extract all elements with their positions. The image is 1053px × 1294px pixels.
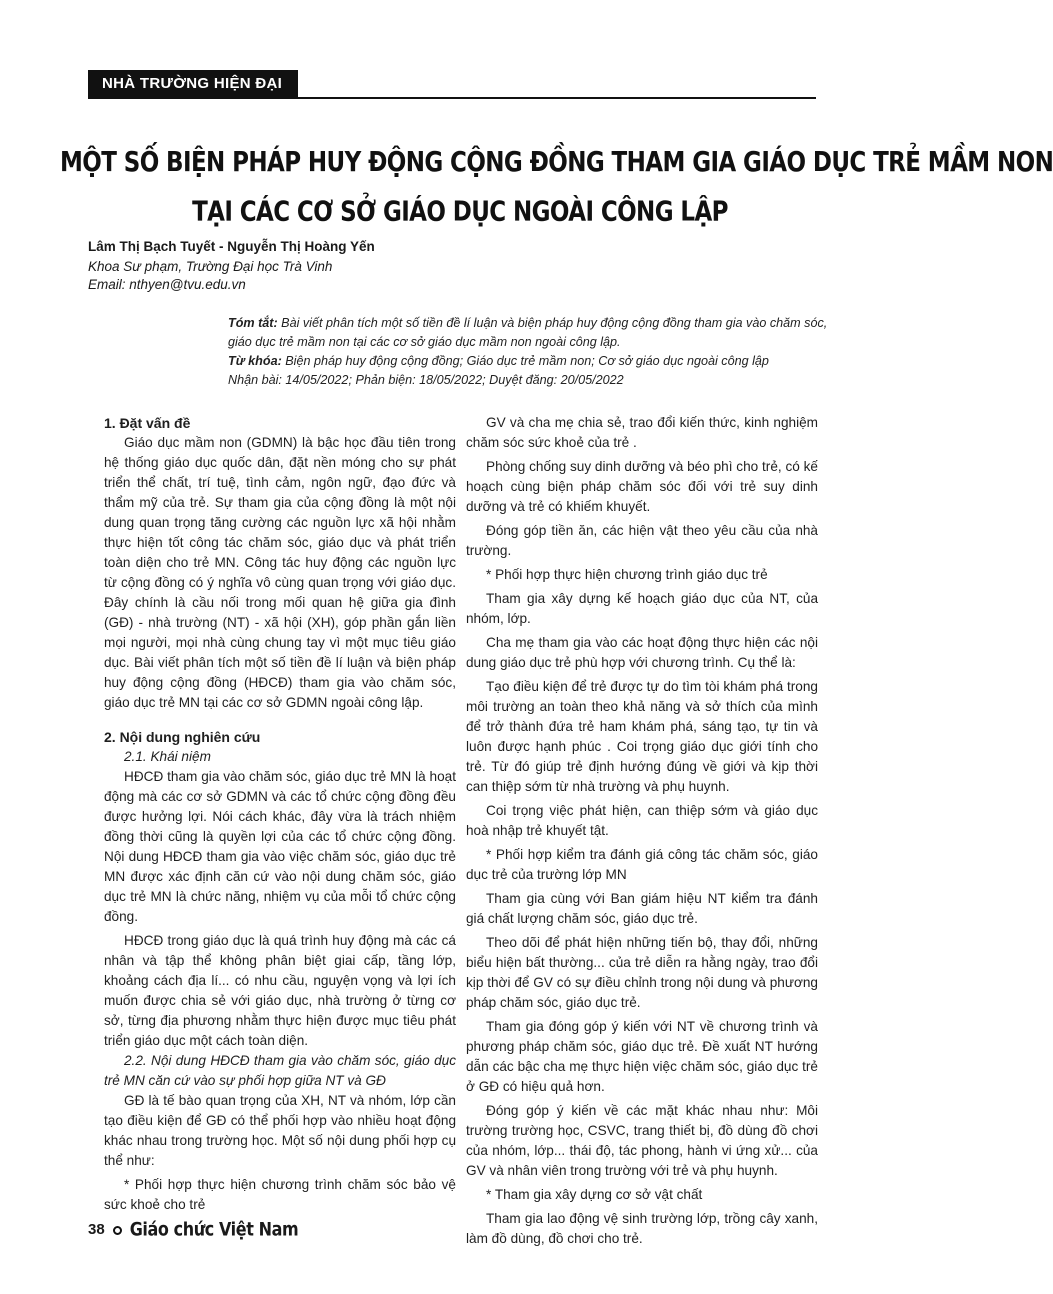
paragraph: Giáo dục mầm non (GDMN) là bậc học đầu tiên trong hệ thống giáo dục quốc dân, đặt nền móng cho sự phát triển thể chất, trí tuệ, tình cảm, ngôn ngữ, đạo đức và thẩm mỹ của trẻ. Sự tham gia của cộng đồng là một nội dung quan trọng tăng cường các nguồn lực xã hội nhằm thực hiện tốt công tác chăm sóc, giáo dục và phát triển toàn diện cho trẻ MN. Công tác huy động các nguồn lực từ cộng đồng có ý nghĩa vô cùng quan trọng với giáo dục. Đây chính là cầu nối trong mối quan hệ giữa gia đình (GĐ) - nhà trường (NT) - xã hội (XH), góp phần gắn liền mọi người, mọi nhà cùng chung tay vì một mục tiêu giáo dục. Bài viết phân tích một số tiền đề lí luận và biện pháp huy động cộng đồng (HĐCĐ) tham gia vào chăm sóc, giáo dục trẻ MN tại các cơ sở GDMN ngoài công lập. bbox=[104, 435, 456, 710]
paragraph: * Tham gia xây dựng cơ sở vật chất bbox=[486, 1187, 703, 1202]
page-footer bbox=[88, 1218, 298, 1242]
paragraph: GV và cha mẹ chia sẻ, trao đổi kiến thức, kinh nghiệm chăm sóc sức khoẻ của trẻ . bbox=[466, 415, 818, 450]
paragraph: Đóng góp tiền ăn, các hiện vật theo yêu cầu của nhà trường. bbox=[466, 523, 818, 558]
paragraph: HĐCĐ trong giáo dục là quá trình huy động mà các cá nhân và tập thể không phân biệt giai cấp, tầng lớp, khoảng cách địa lí... có nhu cầu, nguyện vọng và lợi ích muốn được chia sẻ với giáo dục, nhà trường ở từng cơ sở, từng địa phương nhằm thực hiện được mục tiêu phát triển giáo dục một cách toàn diện. bbox=[104, 933, 456, 1048]
article-title bbox=[60, 138, 1053, 237]
keywords-label: Từ khóa: bbox=[228, 354, 282, 368]
paragraph: Tham gia lao động vệ sinh trường lớp, trồng cây xanh, làm đồ dùng, đồ chơi cho trẻ. bbox=[466, 1211, 818, 1246]
right-column bbox=[466, 413, 818, 1249]
paragraph: Tham gia cùng với Ban giám hiệu NT kiểm tra đánh giá chất lượng chăm sóc, giáo dục trẻ. bbox=[466, 891, 818, 926]
subsection-heading-2-2: 2.2. Nội dung HĐCĐ tham gia vào chăm sóc, giáo dục trẻ MN căn cứ vào sự phối hợp giữa NT và GĐ bbox=[104, 1053, 456, 1088]
paragraph: Phòng chống suy dinh dưỡng và béo phì cho trẻ, có kế hoạch cùng biện pháp chăm sóc đối với trẻ suy dinh dưỡng và trẻ có khiếm khuyết. bbox=[466, 459, 818, 514]
keywords-text: Biện pháp huy động cộng đồng; Giáo dục trẻ mầm non; Cơ sở giáo dục ngoài công lập bbox=[281, 354, 769, 368]
keywords bbox=[228, 352, 828, 371]
paragraph: Tham gia xây dựng kế hoạch giáo dục của NT, của nhóm, lớp. bbox=[466, 591, 818, 626]
section-heading-2: 2. Nội dung nghiên cứu bbox=[104, 729, 261, 745]
article-dates: Nhận bài: 14/05/2022; Phản biện: 18/05/2022; Duyệt đăng: 20/05/2022 bbox=[228, 373, 624, 387]
left-column bbox=[104, 413, 456, 1215]
paragraph: Tạo điều kiện để trẻ được tự do tìm tòi khám phá trong môi trường an toàn theo khả năng và sở thích của mình để trở thành đứa trẻ ham khám phá, sáng tạo, tự tin và luôn được hạnh phúc . Coi trọng giáo dục giới tính cho trẻ. Từ đó giúp trẻ định hướng đúng về giới và kịp thời can thiệp sớm từ nhà trường và phụ huynh. bbox=[466, 679, 818, 794]
abstract-block bbox=[228, 314, 828, 390]
paragraph: Theo dõi để phát hiện những tiến bộ, thay đổi, những biểu hiện bất thường... của trẻ diễn ra hằng ngày, trao đổi kịp thời để GV có sự điều chỉnh trong nội dung và phương pháp chăm sóc, giáo dục trẻ. bbox=[466, 935, 818, 1010]
abstract-text: Bài viết phân tích một số tiền đề lí luận và biện pháp huy động cộng đồng tham gia vào chăm sóc, giáo dục trẻ mầm non tại các cơ sở giáo dục mầm non ngoài công lập. bbox=[228, 316, 828, 349]
paragraph: GĐ là tế bào quan trọng của XH, NT và nhóm, lớp cần tạo điều kiện để GĐ có thể phối hợp vào nhiều hoạt động khác nhau trong trường học. Một số nội dung phối hợp cụ thể như: bbox=[104, 1093, 456, 1168]
affiliation: Khoa Sư phạm, Trường Đại học Trà Vinh bbox=[88, 259, 333, 274]
header-rule bbox=[88, 97, 816, 99]
paragraph: * Phối hợp kiểm tra đánh giá công tác chăm sóc, giáo dục trẻ của trường lớp MN bbox=[466, 847, 818, 882]
paragraph: * Phối hợp thực hiện chương trình chăm sóc bảo vệ sức khoẻ cho trẻ bbox=[104, 1177, 456, 1212]
authors: Lâm Thị Bạch Tuyết - Nguyễn Thị Hoàng Yến bbox=[88, 239, 375, 254]
paragraph: Tham gia đóng góp ý kiến với NT về chương trình và phương pháp chăm sóc, giáo dục trẻ. Đề xuất NT hướng dẫn các bậc cha mẹ thực hiện việc chăm sóc, giáo dục trẻ ở GĐ có hiệu quả hơn. bbox=[466, 1019, 818, 1094]
title-line-2: TẠI CÁC CƠ SỞ GIÁO DỤC NGOÀI CÔNG LẬP bbox=[192, 197, 728, 228]
journal-name: Giáo chức Việt Nam bbox=[129, 1218, 299, 1241]
paragraph: Đóng góp ý kiến về các mặt khác nhau như: Môi trường trường học, CSVC, trang thiết bị, đồ dùng đồ chơi của nhóm, lớp... thái độ, tác phong, hành vi ứng xử... của GV và nhân viên trong trường với trẻ và phụ huynh. bbox=[466, 1103, 818, 1178]
abstract-label: Tóm tắt: bbox=[228, 316, 278, 330]
section-heading-1: 1. Đặt vấn đề bbox=[104, 415, 191, 431]
section-tag: NHÀ TRƯỜNG HIỆN ĐẠI bbox=[88, 70, 298, 98]
paragraph: * Phối hợp thực hiện chương trình giáo dục trẻ bbox=[486, 567, 768, 582]
abstract bbox=[228, 314, 828, 352]
page-number: 38 bbox=[88, 1221, 105, 1238]
circle-bullet-icon bbox=[113, 1226, 122, 1235]
paragraph: HĐCĐ tham gia vào chăm sóc, giáo dục trẻ MN là hoạt động mà các cơ sở GDMN và các tổ chức cộng đồng đều được hưởng lợi. Nói cách khác, đây vừa là trách nhiệm đồng thời cũng là quyền lợi của các tổ chức cộng đồng. Nội dung HĐCĐ tham gia vào việc chăm sóc, giáo dục trẻ MN được xác định căn cứ vào nội dung chăm sóc, giáo dục trẻ MN là chức năng, nhiệm vụ của mỗi tổ chức cộng đồng. bbox=[104, 769, 456, 924]
paragraph: Coi trọng việc phát hiện, can thiệp sớm và giáo dục hoà nhập trẻ khuyết tật. bbox=[466, 803, 818, 838]
paragraph: Cha mẹ tham gia vào các hoạt động thực hiện các nội dung giáo dục trẻ phù hợp với chương trình. Cụ thể là: bbox=[466, 635, 818, 670]
subsection-heading-2-1: 2.1. Khái niệm bbox=[124, 749, 211, 764]
title-line-1: MỘT SỐ BIỆN PHÁP HUY ĐỘNG CỘNG ĐỒNG THAM GIA GIÁO DỤC TRẺ MẦM NON bbox=[60, 147, 1053, 179]
author-email: Email: nthyen@tvu.edu.vn bbox=[88, 277, 246, 292]
